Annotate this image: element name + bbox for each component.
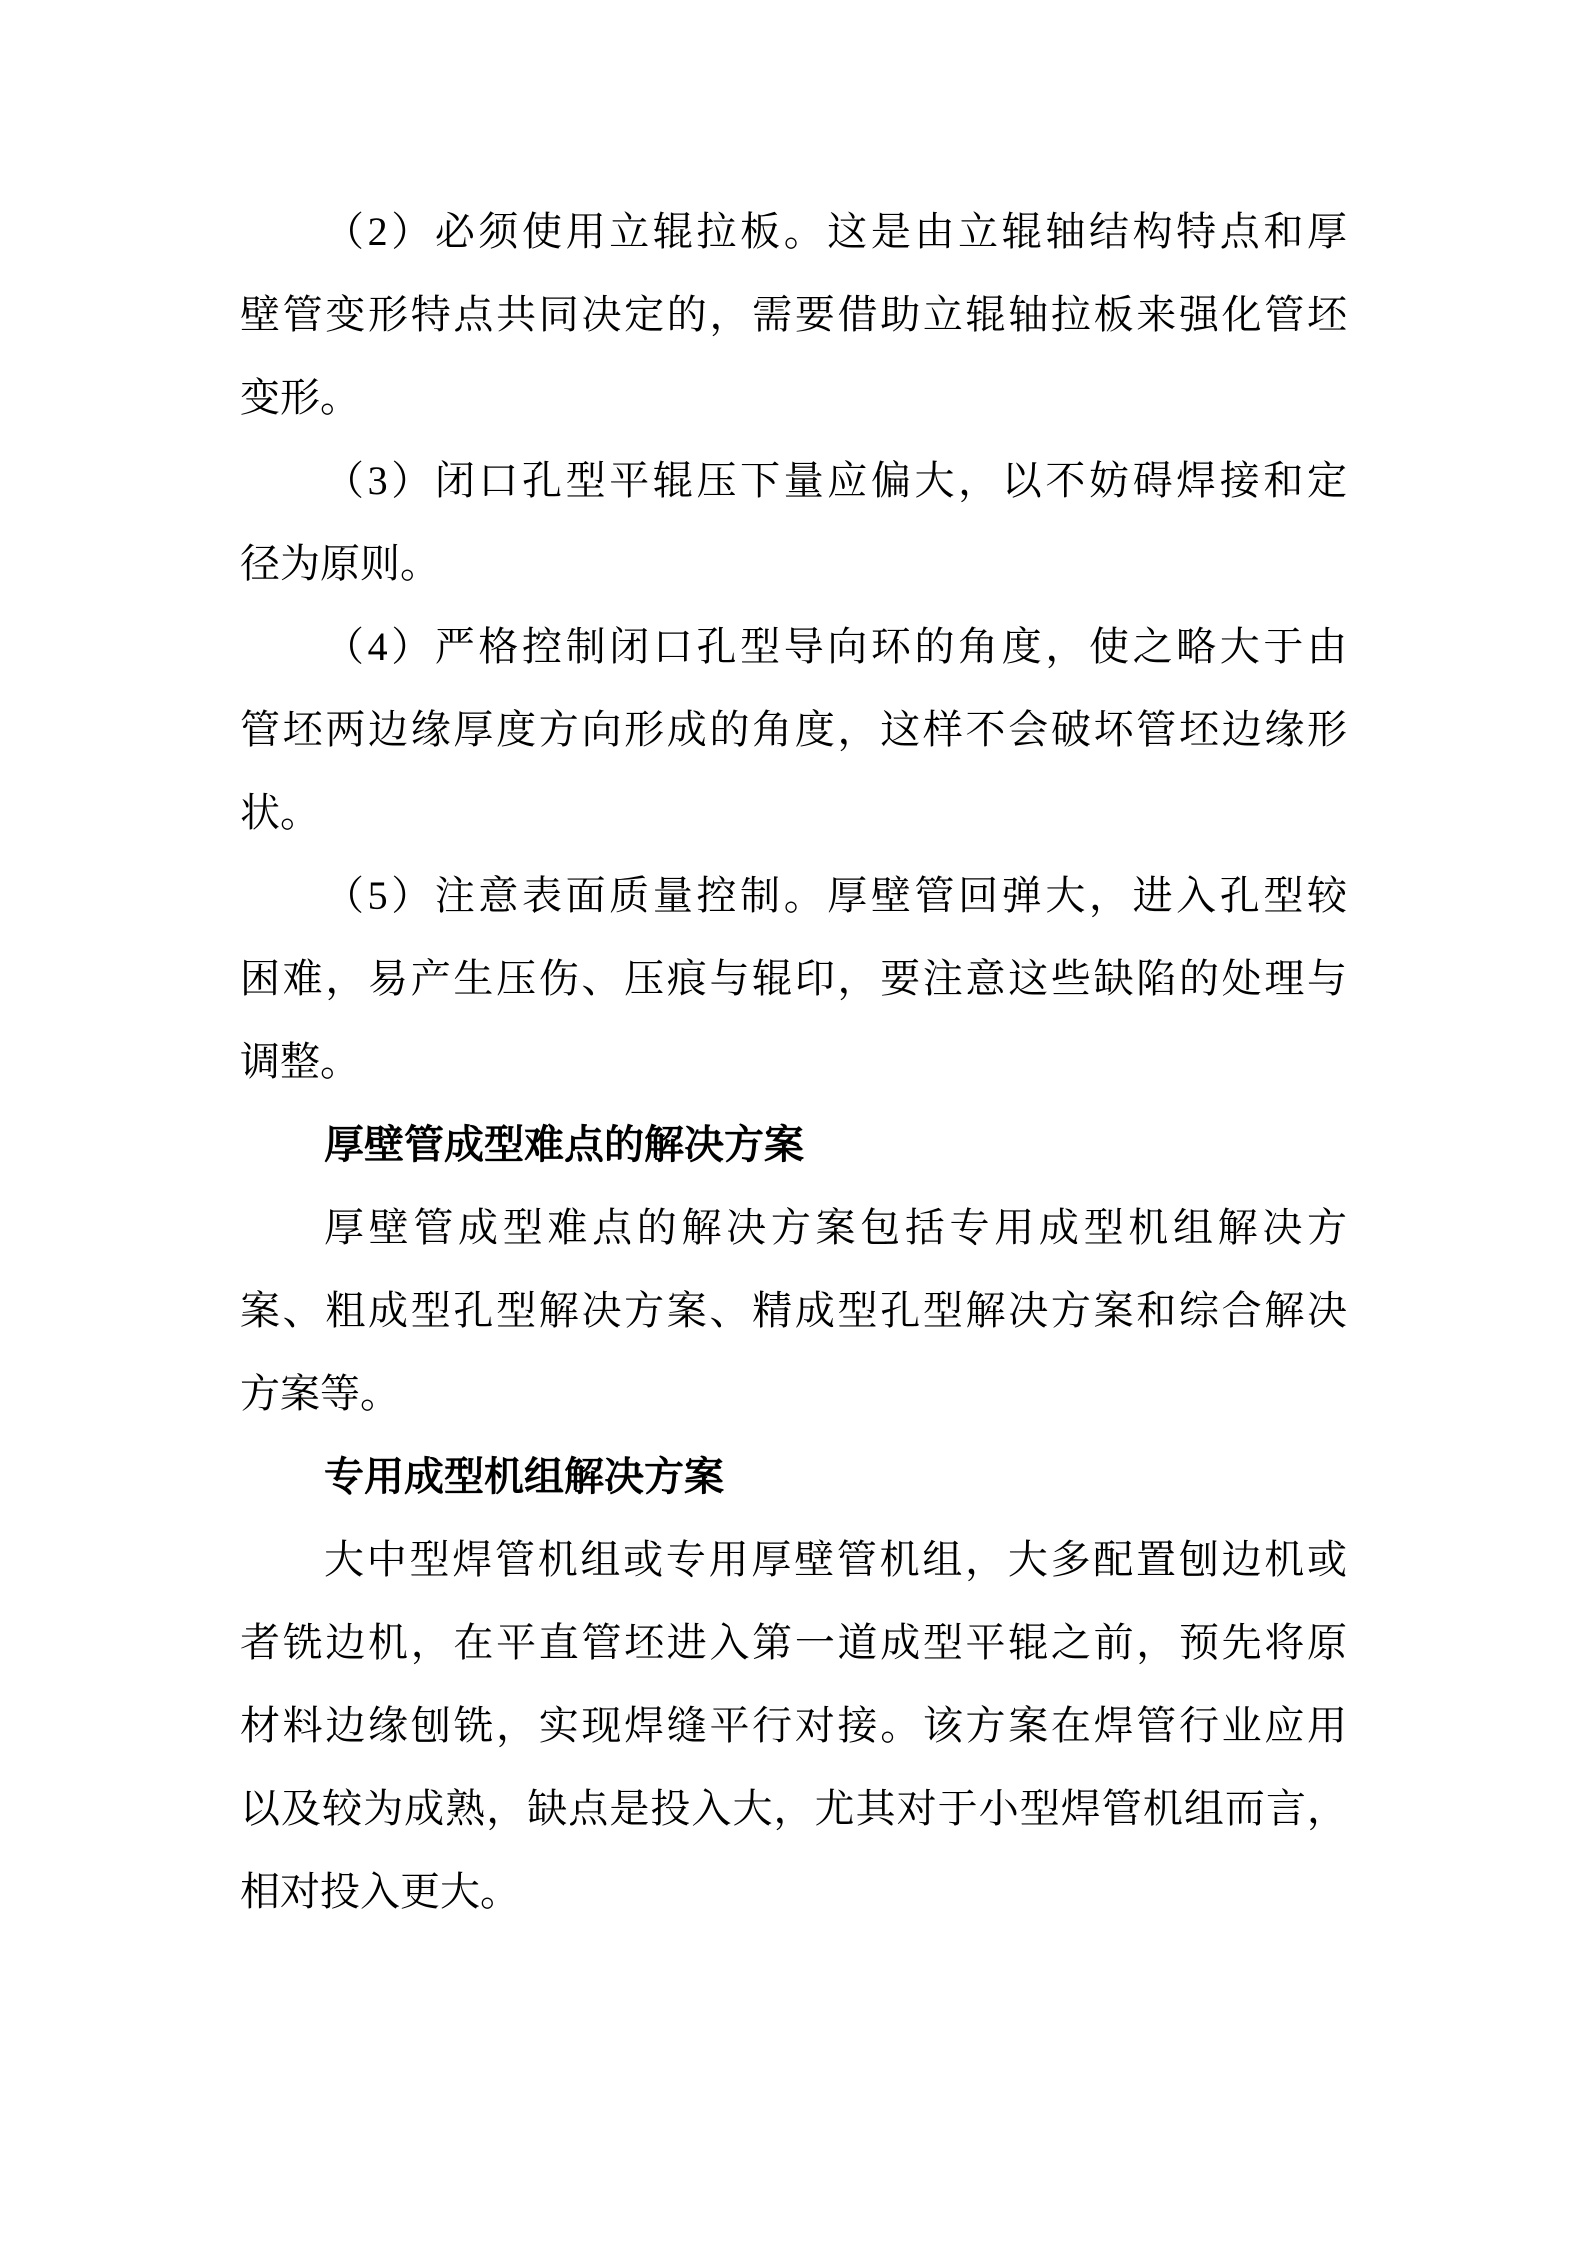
text-line: （4）严格控制闭口孔型导向环的角度，使之略大于由 xyxy=(324,624,1347,669)
paragraph xyxy=(240,1186,1347,1435)
text-line: 相对投入更大。 xyxy=(240,1869,520,1914)
text-line: 大中型焊管机组或专用厚壁管机组，大多配置刨边机或 xyxy=(324,1537,1347,1582)
paragraph xyxy=(240,605,1347,854)
text-line: 厚壁管成型难点的解决方案包括专用成型机组解决方 xyxy=(324,1205,1347,1250)
text-line: 状。 xyxy=(240,790,320,835)
text-line: 者铣边机，在平直管坯进入第一道成型平辊之前，预先将原 xyxy=(240,1620,1347,1665)
text-line: 以及较为成熟，缺点是投入大，尤其对于小型焊管机组而言， xyxy=(240,1786,1347,1831)
text-line: （5）注意表面质量控制。厚壁管回弹大，进入孔型较 xyxy=(324,873,1347,918)
text-line: 调整。 xyxy=(240,1039,360,1084)
text-line: 方案等。 xyxy=(240,1371,400,1416)
text-line: 壁管变形特点共同决定的，需要借助立辊轴拉板来强化管坯 xyxy=(240,292,1347,337)
text-line: 困难，易产生压伤、压痕与辊印，要注意这些缺陷的处理与 xyxy=(240,956,1347,1001)
text-line: （2）必须使用立辊拉板。这是由立辊轴结构特点和厚 xyxy=(324,209,1347,254)
paragraph xyxy=(240,190,1347,439)
section-heading xyxy=(240,1103,1347,1186)
text-line: 变形。 xyxy=(240,375,360,420)
text-line: （3）闭口孔型平辊压下量应偏大，以不妨碍焊接和定 xyxy=(324,458,1347,503)
text-line: 径为原则。 xyxy=(240,541,440,586)
text-line: 案、粗成型孔型解决方案、精成型孔型解决方案和综合解决 xyxy=(240,1288,1347,1333)
text-line: 专用成型机组解决方案 xyxy=(324,1454,724,1499)
paragraph xyxy=(240,1518,1347,1933)
section-heading xyxy=(240,1435,1347,1518)
text-line: 厚壁管成型难点的解决方案 xyxy=(324,1122,804,1167)
paragraph xyxy=(240,439,1347,605)
document-body xyxy=(240,190,1347,1933)
text-line: 材料边缘刨铣，实现焊缝平行对接。该方案在焊管行业应用 xyxy=(240,1703,1347,1748)
text-line: 管坯两边缘厚度方向形成的角度，这样不会破坏管坯边缘形 xyxy=(240,707,1347,752)
paragraph xyxy=(240,854,1347,1103)
